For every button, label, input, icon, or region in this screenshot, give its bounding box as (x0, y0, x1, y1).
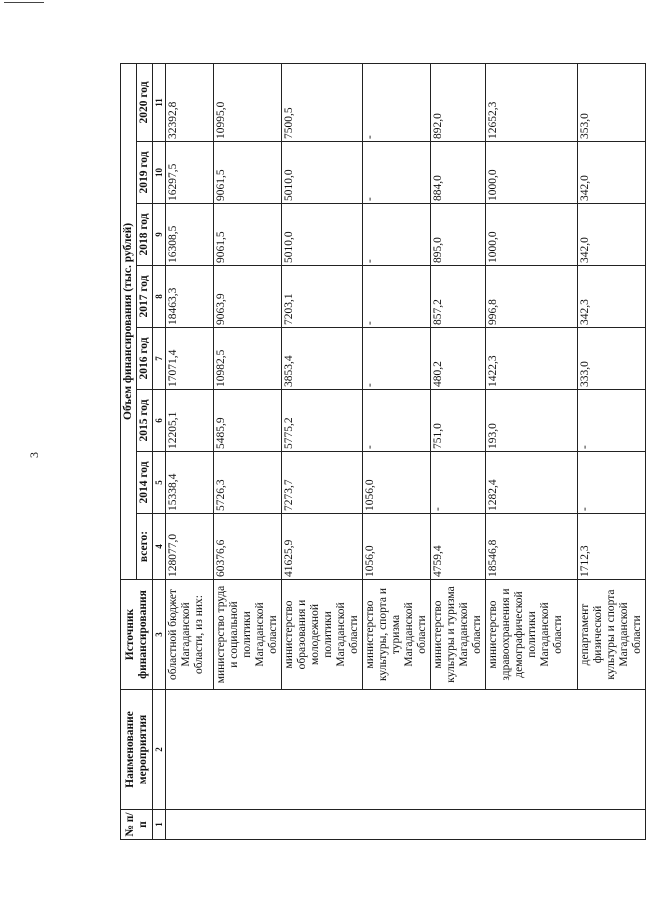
header-year-2019: 2019 год (137, 142, 153, 204)
value-2016: 3853,4 (282, 328, 363, 390)
value-2014: - (578, 452, 646, 514)
value-2018: 1000,0 (486, 204, 578, 266)
col-number-11: 11 (153, 63, 166, 141)
value-2014: 1056,0 (363, 452, 431, 514)
value-2017: 7203,1 (282, 266, 363, 328)
value-total: 128077,0 (166, 514, 214, 580)
source-cell: областной бюджет Магаданской области, из них: (166, 580, 214, 690)
value-total: 41625,9 (282, 514, 363, 580)
scan-corner-mark (4, 2, 44, 3)
value-2014: 15338,4 (166, 452, 214, 514)
value-2017: 996,8 (486, 266, 578, 328)
value-2017: - (363, 266, 431, 328)
value-2017: 9063,9 (214, 266, 282, 328)
value-2020: 12652,3 (486, 63, 578, 141)
measure-name-cell (166, 690, 646, 810)
value-2014: - (431, 452, 486, 514)
value-total: 18546,8 (486, 514, 578, 580)
col-number-3: 3 (153, 580, 166, 690)
value-2019: 16297,5 (166, 142, 214, 204)
value-2018: 342,0 (578, 204, 646, 266)
value-total: 4759,4 (431, 514, 486, 580)
header-year-2018: 2018 год (137, 204, 153, 266)
header-year-total: всего: (137, 514, 153, 580)
header-year-2020: 2020 год (137, 63, 153, 141)
value-2018: 9061,5 (214, 204, 282, 266)
page-number: 3 (27, 452, 41, 458)
value-2016: - (363, 328, 431, 390)
value-2019: 9061,5 (214, 142, 282, 204)
col-number-7: 7 (153, 328, 166, 390)
value-2020: 353,0 (578, 63, 646, 141)
value-2015: 5485,9 (214, 390, 282, 452)
value-2019: - (363, 142, 431, 204)
value-2020: 32392,8 (166, 63, 214, 141)
source-cell: министерство образования и молодежной политики Магаданской области (282, 580, 363, 690)
header-row-top (121, 63, 137, 839)
value-2016: 17071,4 (166, 328, 214, 390)
value-2020: - (363, 63, 431, 141)
value-2014: 7273,7 (282, 452, 363, 514)
value-2015: 12205,1 (166, 390, 214, 452)
header-year-2014: 2014 год (137, 452, 153, 514)
value-2020: 892,0 (431, 63, 486, 141)
col-number-2: 2 (153, 690, 166, 810)
value-total: 1056,0 (363, 514, 431, 580)
source-cell: департамент физической культуры и спорта Магаданской области (578, 580, 646, 690)
header-year-2015: 2015 год (137, 390, 153, 452)
value-2018: - (363, 204, 431, 266)
value-2014: 5726,3 (214, 452, 282, 514)
value-2016: 480,2 (431, 328, 486, 390)
row-number-cell (166, 810, 646, 840)
header-col-name: Наименование мероприятия (121, 690, 153, 810)
value-2019: 884,0 (431, 142, 486, 204)
col-number-5: 5 (153, 452, 166, 514)
financing-table-container (120, 64, 643, 840)
header-volume-group: Объем финансирования (тыс. рублей) (121, 63, 137, 579)
col-number-8: 8 (153, 266, 166, 328)
header-col-no: № п/п (121, 810, 153, 840)
value-2015: 5775,2 (282, 390, 363, 452)
value-total: 60376,6 (214, 514, 282, 580)
source-cell: министерство культуры, спорта и туризма Магаданской области (363, 580, 431, 690)
value-2018: 5010,0 (282, 204, 363, 266)
value-2015: 751,0 (431, 390, 486, 452)
rotated-table-layer (120, 64, 643, 840)
value-2016: 333,0 (578, 328, 646, 390)
source-cell: министерство культуры и туризма Магаданской области (431, 580, 486, 690)
header-row-numbers (153, 63, 166, 839)
value-2016: 10982,5 (214, 328, 282, 390)
value-2017: 857,2 (431, 266, 486, 328)
value-2020: 7500,5 (282, 63, 363, 141)
value-2017: 18463,3 (166, 266, 214, 328)
value-2020: 10995,0 (214, 63, 282, 141)
header-year-2016: 2016 год (137, 328, 153, 390)
value-2018: 895,0 (431, 204, 486, 266)
value-2016: 1422,3 (486, 328, 578, 390)
value-2015: - (363, 390, 431, 452)
source-cell: министерство здравоохранения и демографической политики Магаданской области (486, 580, 578, 690)
col-number-9: 9 (153, 204, 166, 266)
value-2014: 1282,4 (486, 452, 578, 514)
header-col-source: Источник финансирования (121, 580, 153, 690)
value-2019: 5010,0 (282, 142, 363, 204)
source-cell: министерство труда и социальной политики Магаданской области (214, 580, 282, 690)
col-number-1: 1 (153, 810, 166, 840)
value-2019: 1000,0 (486, 142, 578, 204)
financing-table (120, 63, 646, 840)
value-2018: 16308,5 (166, 204, 214, 266)
col-number-4: 4 (153, 514, 166, 580)
value-2019: 342,0 (578, 142, 646, 204)
value-2015: 193,0 (486, 390, 578, 452)
value-2017: 342,3 (578, 266, 646, 328)
col-number-10: 10 (153, 142, 166, 204)
table-row (166, 63, 214, 839)
header-year-2017: 2017 год (137, 266, 153, 328)
value-total: 1712,3 (578, 514, 646, 580)
value-2015: - (578, 390, 646, 452)
col-number-6: 6 (153, 390, 166, 452)
